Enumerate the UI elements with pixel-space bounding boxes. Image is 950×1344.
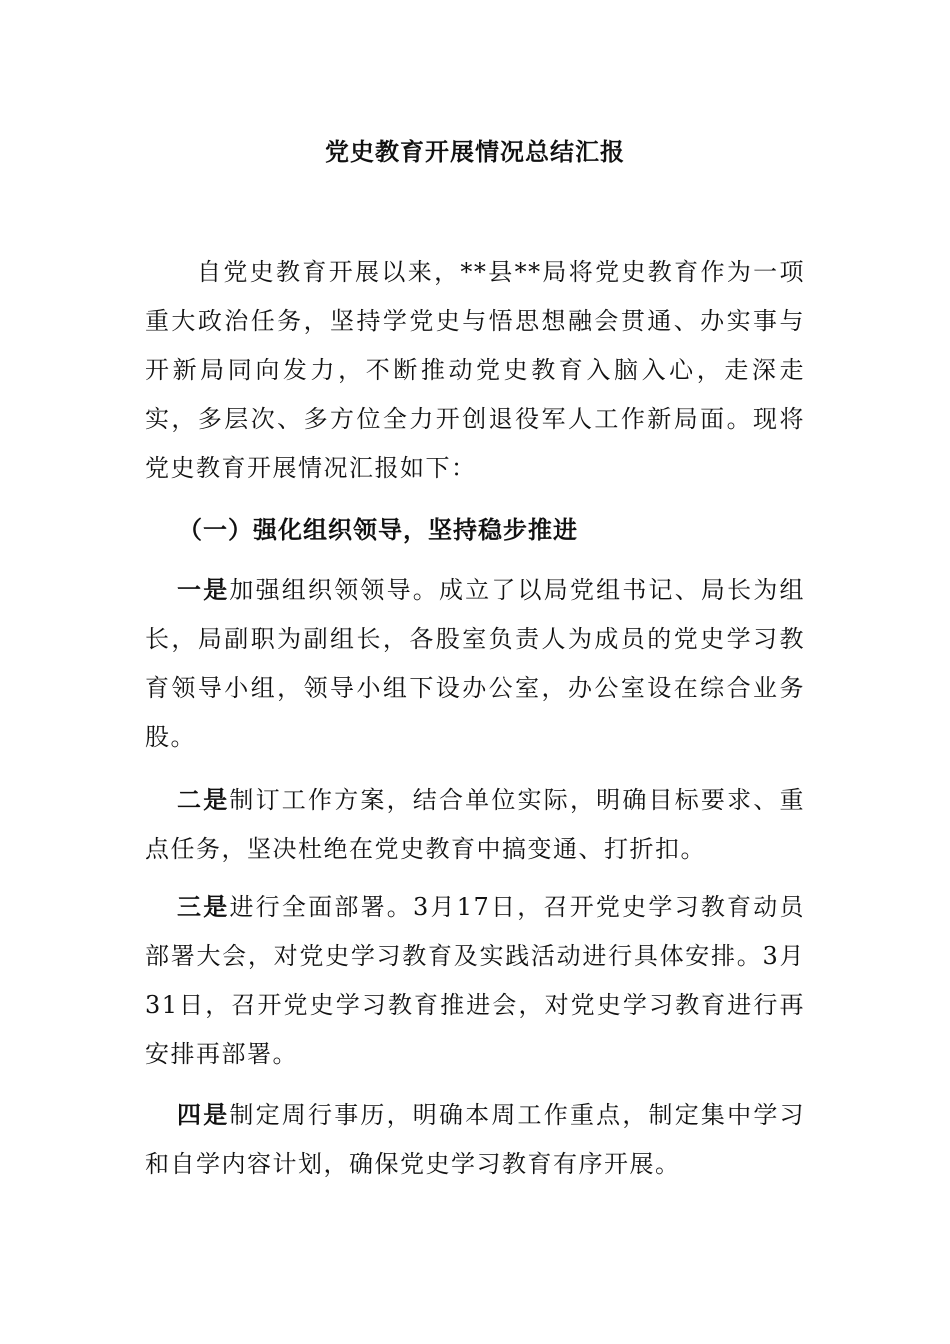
item-paragraph-3 [145, 882, 805, 1079]
item-text: 制定周行事历，明确本周工作重点，制定集中学习和自学内容计划，确保党史学习教育有序开展。 [145, 1101, 806, 1178]
section-heading: （一）强化组织领导，坚持稳步推进 [178, 515, 578, 544]
item-text: 进行全面部署。3月17日，召开党史学习教育动员部署大会，对党史学习教育及实践活动进行具体安排。3月31日，召开党史学习教育推进会，对党史学习教育进行再安排再部署。 [145, 893, 805, 1068]
item-lead: 三是 [177, 892, 230, 921]
item-text: 加强组织领领导。成立了以局党组书记、局长为组长，局副职为副组长，各股室负责人为成员的党史学习教育领导小组，领导小组下设办公室，办公室设在综合业务股。 [145, 576, 806, 751]
document-title: 党史教育开展情况总结汇报 [325, 137, 625, 166]
item-lead: 四是 [177, 1100, 230, 1129]
item-paragraph-1 [145, 565, 805, 762]
item-lead: 一是 [177, 575, 230, 604]
intro-paragraph: 自党史教育开展以来，**县**局将党史教育作为一项重大政治任务，坚持学党史与悟思想融会贯通、办实事与开新局同向发力，不断推动党史教育入脑入心，走深走实，多层次、多方位全力开创退役军人工作新局面。现将党史教育开展情况汇报如下： [145, 258, 805, 482]
item-text: 制订工作方案，结合单位实际，明确目标要求、重点任务，坚决杜绝在党史教育中搞变通、打折扣。 [145, 786, 806, 863]
item-paragraph-2 [145, 775, 805, 874]
item-paragraph-4 [145, 1090, 805, 1189]
item-lead: 二是 [177, 785, 230, 814]
